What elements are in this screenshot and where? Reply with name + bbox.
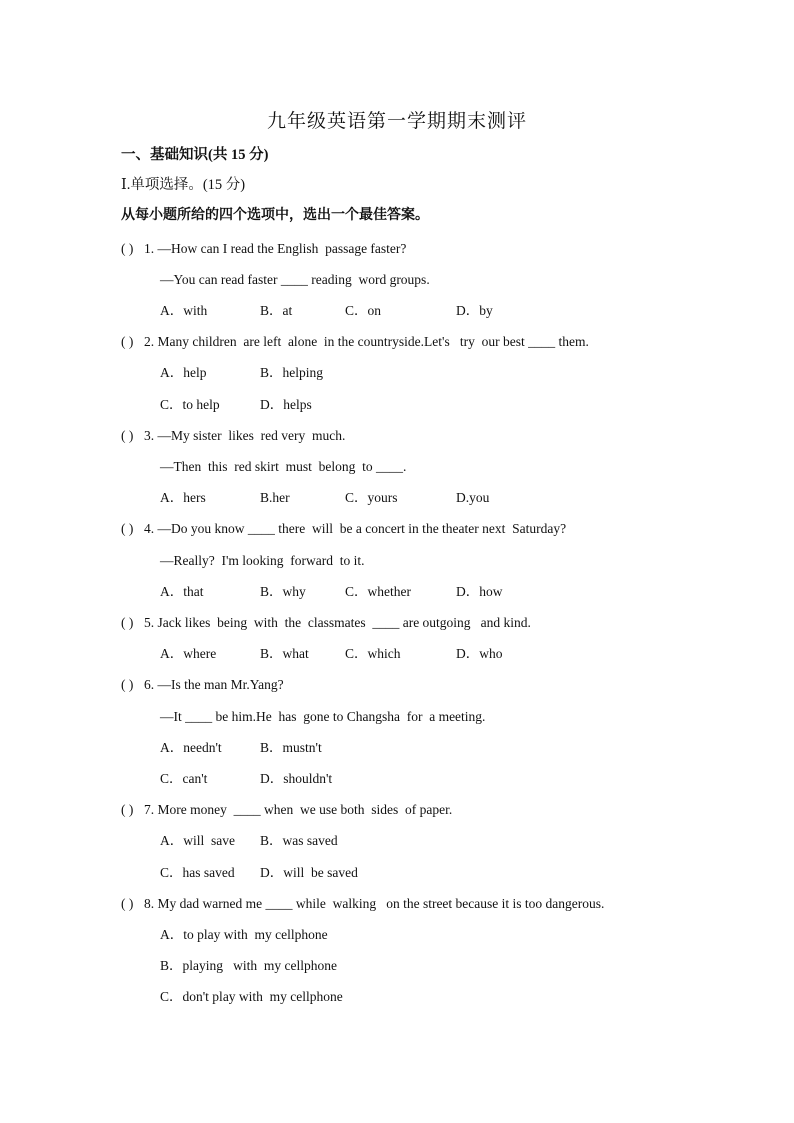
option-c: C．on (345, 303, 382, 318)
option-d: D．shouldn't (260, 771, 333, 786)
question-text: —My sister likes red very much. (157, 428, 346, 443)
question-number: 4. —Do you know ____ there will be a concert in the theater next Saturday? (144, 521, 567, 536)
question-subline: —You can read faster ____ reading word groups. (160, 272, 430, 287)
question-number: 3. —My sister likes red very much. (144, 428, 346, 443)
question-text: —Is the man Mr.Yang? (157, 677, 284, 692)
question-number: 6. —Is the man Mr.Yang? (144, 677, 284, 692)
option-b: B．what (260, 646, 309, 661)
answer-paren: ( ) (121, 521, 134, 536)
option-d: D．how (456, 584, 503, 599)
question-text: Jack likes being with the classmates ____ are outgoing and kind. (157, 615, 531, 630)
option-a: A．with (160, 303, 208, 318)
option-c: C．whether (345, 584, 411, 599)
option-a: A．to play with my cellphone (160, 927, 328, 942)
option-d: D.you (456, 490, 490, 505)
section-heading: Ⅰ.单项选择。(15 分) (121, 177, 246, 193)
option-a: A．where (160, 646, 217, 661)
question-subline: —It ____ be him.He has gone to Changsha for a meeting. (160, 709, 486, 724)
answer-paren: ( ) (121, 241, 134, 256)
question-text: My dad warned me ____ while walking on the street because it is too dangerous. (157, 896, 605, 911)
option-a: A．hers (160, 490, 206, 505)
option-b: B．why (260, 584, 306, 599)
option-d: D．helps (260, 397, 312, 412)
option-a: A．needn't (160, 740, 222, 755)
option-d: D．by (456, 303, 493, 318)
option-c: C．yours (345, 490, 398, 505)
answer-paren: ( ) (121, 802, 134, 817)
answer-paren: ( ) (121, 896, 134, 911)
option-c: C．which (345, 646, 401, 661)
option-b: B．mustn't (260, 740, 322, 755)
option-c: C．don't play with my cellphone (160, 989, 343, 1004)
part-heading: 一、基础知识(共 15 分) (121, 147, 269, 163)
question-text: More money ____ when we use both sides of paper. (157, 802, 453, 817)
question-number: 5. Jack likes being with the classmates ____ are outgoing and kind. (144, 615, 531, 630)
answer-paren: ( ) (121, 428, 134, 443)
question-number: 7. More money ____ when we use both sides of paper. (144, 802, 453, 817)
option-b: B．was saved (260, 833, 338, 848)
option-b: B．helping (260, 365, 323, 380)
option-b: B．playing with my cellphone (160, 958, 337, 973)
question-number: 8. My dad warned me ____ while walking on the street because it is too dangerous. (144, 896, 605, 911)
question-subline: —Really? I'm looking forward to it. (160, 553, 365, 568)
option-c: C．can't (160, 771, 208, 786)
question-number: 2. Many children are left alone in the countryside.Let's try our best ____ them. (144, 334, 589, 349)
option-c: C．to help (160, 397, 220, 412)
question-number: 1. —How can I read the English passage faster? (144, 241, 407, 256)
question-text: —How can I read the English passage faster? (157, 241, 407, 256)
question-text: —Do you know ____ there will be a concert in the theater next Saturday? (157, 521, 567, 536)
instruction: 从每小题所给的四个选项中，选出一个最佳答案。 (121, 208, 429, 223)
question-subline: —Then this red skirt must belong to ____. (160, 459, 407, 474)
option-b: B．at (260, 303, 293, 318)
option-d: D．will be saved (260, 865, 358, 880)
answer-paren: ( ) (121, 677, 134, 692)
option-a: A．that (160, 584, 204, 599)
option-c: C．has saved (160, 865, 235, 880)
answer-paren: ( ) (121, 615, 134, 630)
option-d: D．who (456, 646, 503, 661)
answer-paren: ( ) (121, 334, 134, 349)
option-a: A．help (160, 365, 207, 380)
page-title: 九年级英语第一学期期末测评 (266, 111, 527, 132)
option-a: A．will save (160, 833, 235, 848)
option-b: B.her (260, 490, 290, 505)
question-text: Many children are left alone in the countryside.Let's try our best ____ them. (157, 334, 589, 349)
